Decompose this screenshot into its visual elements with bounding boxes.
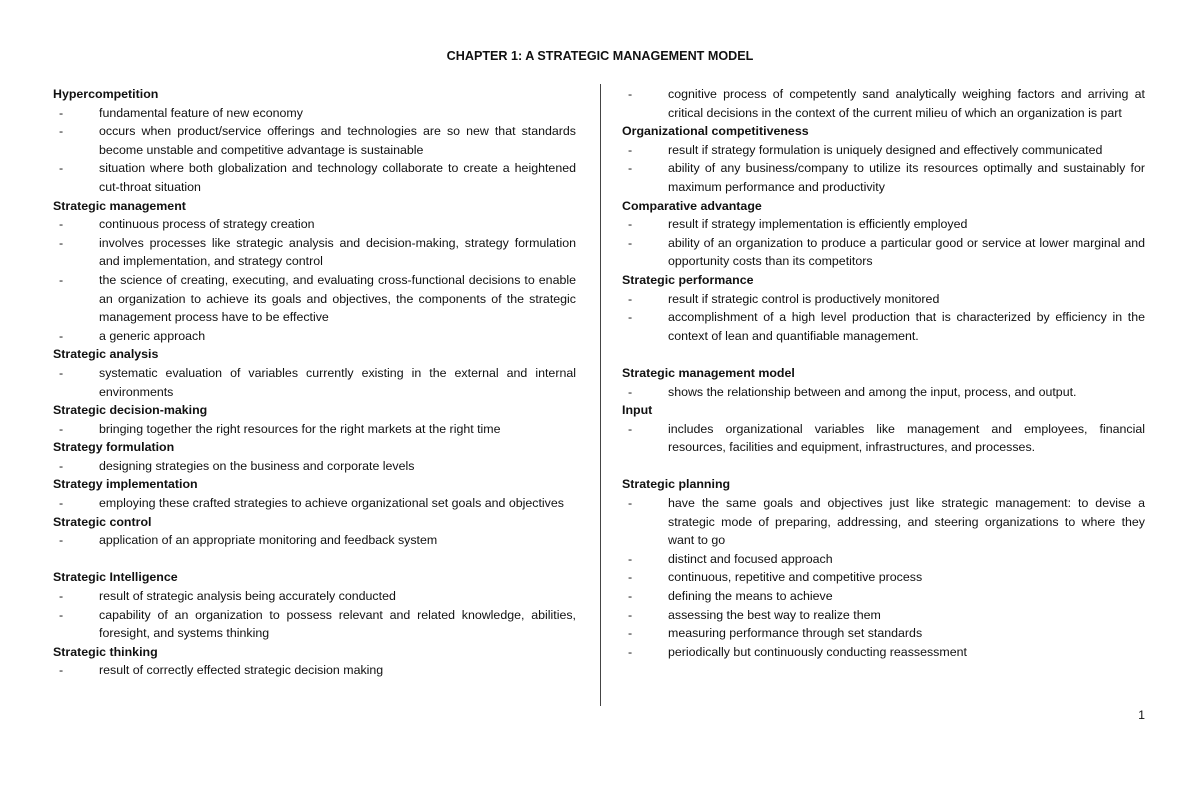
dash-bullet: - [59, 328, 64, 343]
dash-bullet: - [59, 124, 64, 139]
list-item-text: systematic evaluation of variables currently existing in the external and internal environments [99, 365, 576, 399]
list-item [53, 159, 576, 196]
blank-line [622, 345, 1145, 364]
list-item [622, 141, 1145, 160]
list-item [53, 661, 576, 680]
bullet-list [53, 661, 576, 680]
list-item [622, 308, 1145, 345]
blank-line [53, 550, 576, 569]
dash-bullet: - [59, 496, 64, 511]
list-item [622, 159, 1145, 196]
dash-bullet: - [628, 570, 633, 585]
list-item-text: assessing the best way to realize them [668, 607, 881, 622]
dash-bullet: - [628, 142, 633, 157]
dash-bullet: - [59, 235, 64, 250]
dash-bullet: - [628, 310, 633, 325]
list-item-text: application of an appropriate monitoring and feedback system [99, 533, 438, 548]
dash-bullet: - [59, 161, 64, 176]
list-item-text: a generic approach [99, 328, 206, 343]
bullet-list [53, 587, 576, 643]
list-item [53, 531, 576, 550]
list-item [53, 606, 576, 643]
dash-bullet: - [59, 272, 64, 287]
dash-bullet: - [628, 644, 633, 659]
list-item [622, 606, 1145, 625]
list-item [53, 494, 576, 513]
list-item-text: result of strategic analysis being accurately conducted [99, 589, 396, 604]
bullet-list [53, 457, 576, 476]
section-heading: Organizational competitiveness [622, 124, 809, 139]
list-item-text: includes organizational variables like management and employees, financial resources, facilities and equipment, infrastructures, and processes. [668, 421, 1145, 455]
section-heading: Strategic Intelligence [53, 570, 178, 585]
section-heading: Strategic management [53, 198, 186, 213]
list-item [622, 624, 1145, 643]
blank-line [622, 457, 1145, 476]
dash-bullet: - [628, 551, 633, 566]
list-item [53, 420, 576, 439]
list-item [53, 104, 576, 123]
bullet-list [622, 85, 1145, 122]
bullet-list [622, 383, 1145, 402]
list-item [622, 85, 1145, 122]
list-item-text: involves processes like strategic analysis and decision-making, strategy formulation and implementation, and strategy control [99, 235, 576, 269]
section-heading: Hypercompetition [53, 87, 159, 101]
section-heading: Input [622, 403, 653, 418]
bullet-list [622, 141, 1145, 197]
list-item-text: the science of creating, executing, and evaluating cross-functional decisions to enable an organization to achieve its goals and objectives, the components of the strategic management process have to be effective [99, 272, 576, 325]
list-item-text: bringing together the right resources for the right markets at the right time [99, 421, 501, 436]
list-item-text: result if strategic control is productively monitored [668, 291, 940, 306]
list-item [53, 271, 576, 327]
list-item [622, 643, 1145, 662]
list-item-text: designing strategies on the business and corporate levels [99, 458, 415, 473]
list-item-text: result of correctly effected strategic decision making [99, 663, 384, 678]
dash-bullet: - [628, 421, 633, 436]
dash-bullet: - [59, 663, 64, 678]
list-item [622, 420, 1145, 457]
bullet-list [622, 290, 1145, 346]
list-item [53, 364, 576, 401]
list-item [53, 122, 576, 159]
dash-bullet: - [59, 607, 64, 622]
list-item-text: continuous, repetitive and competitive process [668, 570, 923, 585]
section-heading: Comparative advantage [622, 198, 762, 213]
dash-bullet: - [628, 496, 633, 511]
list-item [53, 457, 576, 476]
section-heading: Strategy implementation [53, 477, 198, 492]
list-item-text: shows the relationship between and among the input, process, and output. [668, 384, 1077, 399]
list-item [622, 234, 1145, 271]
dash-bullet: - [59, 589, 64, 604]
list-item [622, 215, 1145, 234]
list-item-text: ability of an organization to produce a particular good or service at lower marginal and opportunity costs than its competitors [668, 235, 1145, 269]
dash-bullet: - [59, 533, 64, 548]
dash-bullet: - [628, 626, 633, 641]
section-heading: Strategic management model [622, 365, 795, 380]
list-item [622, 383, 1145, 402]
list-item [53, 234, 576, 271]
list-item [53, 587, 576, 606]
bullet-list [622, 494, 1145, 661]
column-divider [600, 84, 601, 706]
dash-bullet: - [628, 607, 633, 622]
list-item-text: distinct and focused approach [668, 551, 833, 566]
list-item-text: periodically but continuously conducting reassessment [668, 644, 967, 659]
section-heading: Strategic planning [622, 477, 731, 492]
dash-bullet: - [59, 421, 64, 436]
list-item-text: have the same goals and objectives just like strategic management: to devise a strategic mode of preparing, addressing, and steering organizations to where they want to go [668, 496, 1145, 548]
dash-bullet: - [59, 217, 64, 232]
dash-bullet: - [628, 235, 633, 250]
left-column [53, 85, 576, 680]
list-item-text: cognitive process of competently sand analytically weighing factors and arriving at critical decisions in the context of the current milieu of which an organization is part [668, 87, 1145, 120]
list-item [622, 587, 1145, 606]
section-heading: Strategic decision-making [53, 403, 208, 418]
bullet-list [53, 104, 576, 197]
dash-bullet: - [628, 87, 633, 101]
list-item-text: capability of an organization to possess relevant and related knowledge, abilities, foresight, and systems thinking [99, 607, 576, 641]
dash-bullet: - [628, 589, 633, 604]
dash-bullet: - [59, 458, 64, 473]
section-heading: Strategic performance [622, 272, 754, 287]
dash-bullet: - [628, 384, 633, 399]
list-item [622, 494, 1145, 550]
list-item [53, 327, 576, 346]
dash-bullet: - [59, 365, 64, 380]
dash-bullet: - [59, 105, 64, 120]
section-heading: Strategy formulation [53, 440, 175, 455]
section-heading: Strategic control [53, 514, 152, 529]
dash-bullet: - [628, 291, 633, 306]
section-heading: Strategic analysis [53, 347, 159, 362]
list-item [622, 568, 1145, 587]
list-item-text: ability of any business/company to utilize its resources optimally and sustainably for maximum performance and productivity [668, 161, 1145, 194]
list-item-text: result if strategy formulation is uniquely designed and effectively communicated [668, 142, 1103, 157]
dash-bullet: - [628, 161, 633, 176]
bullet-list [622, 420, 1145, 457]
bullet-list [53, 420, 576, 439]
right-column [622, 85, 1145, 661]
bullet-list [53, 215, 576, 345]
list-item [622, 550, 1145, 569]
list-item-text: measuring performance through set standards [668, 626, 923, 641]
bullet-list [53, 364, 576, 401]
list-item [622, 290, 1145, 309]
list-item-text: occurs when product/service offerings and technologies are so new that standards become unstable and competitive advantage is sustainable [99, 124, 576, 157]
list-item-text: situation where both globalization and technology collaborate to create a heightened cut-throat situation [99, 161, 576, 194]
bullet-list [53, 531, 576, 550]
page-number: 1 [1138, 708, 1145, 722]
list-item-text: employing these crafted strategies to achieve organizational set goals and objectives [99, 496, 564, 511]
list-item-text: result if strategy implementation is efficiently employed [668, 217, 968, 232]
list-item-text: defining the means to achieve [668, 589, 833, 604]
list-item [53, 215, 576, 234]
bullet-list [53, 494, 576, 513]
chapter-title: CHAPTER 1: A STRATEGIC MANAGEMENT MODEL [446, 49, 754, 63]
list-item-text: continuous process of strategy creation [99, 217, 315, 232]
list-item-text: accomplishment of a high level production that is characterized by efficiency in the context of lean and quantifiable management. [668, 310, 1145, 343]
bullet-list [622, 215, 1145, 271]
list-item-text: fundamental feature of new economy [99, 105, 303, 120]
section-heading: Strategic thinking [53, 644, 158, 659]
dash-bullet: - [628, 217, 633, 232]
